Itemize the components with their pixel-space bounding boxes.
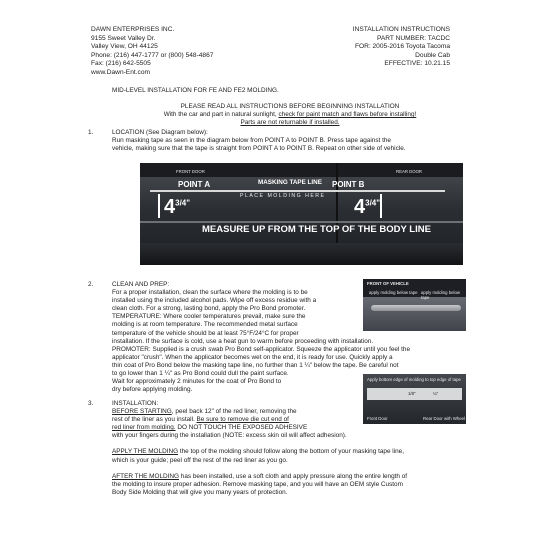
- step-2-line: For a proper installation, clean the surface where the molding is to be: [112, 289, 308, 297]
- measure-right-fraction: 3/4": [365, 198, 381, 208]
- cab-type: Double Cab: [415, 51, 450, 59]
- doc-info-block: [353, 26, 450, 69]
- after-molding-line: [112, 473, 407, 481]
- rear-door-tag: Rear Door with Wheel: [423, 416, 466, 421]
- place-molding-label: PLACE MOLDING HERE: [240, 193, 326, 199]
- company-address-1: 9155 Sweet Valley Dr.: [91, 34, 156, 42]
- notice-line-2-text: With the car and part in natural sunlight,: [163, 111, 279, 119]
- step-2-line: installation. If the surface is cold, use a heat gun to warm before proceeding with installation.: [112, 337, 374, 345]
- step-1-block: [112, 129, 406, 153]
- company-name: DAWN ENTERPRISES INC.: [91, 26, 175, 33]
- rear-door-label: REAR DOOR: [396, 169, 423, 174]
- measure-right: [354, 196, 380, 219]
- step-2-number: 2.: [88, 281, 94, 288]
- step-3-line-3-underlined: red liner from molding.: [112, 424, 176, 432]
- apply-molding-text: the top of the molding should follow along the bottom of your masking tape line,: [178, 448, 405, 456]
- step-3-line-1-text: , peel back 12" of the red liner, removing the: [171, 408, 297, 416]
- lower-body: [140, 243, 463, 265]
- company-block: [91, 26, 213, 78]
- step-2-line: applicator "crush". When the applicator becomes wet on the end, it is ready for use. Quickly apply a: [112, 353, 393, 361]
- spacer: [112, 465, 407, 473]
- company-web: www.Dawn-Ent.com: [91, 68, 150, 76]
- after-molding-text: has been installed, use a soft cloth and apply pressure along the entire length of: [179, 472, 408, 480]
- measure-right-value: 4: [354, 196, 366, 218]
- tape-guide-top-label: Apply bottom edge of molding to top edge of tape: [367, 377, 461, 382]
- molding-strip: [371, 305, 461, 311]
- step-2-line: thin coat of Pro Bond below the masking tape line, no further than 1 ¼" below the tape. Be careful not: [112, 361, 399, 369]
- point-a-label: POINT A: [178, 180, 211, 189]
- step-3-line-2: [112, 416, 407, 424]
- body-line: [140, 221, 463, 223]
- step-3-line-3-text: DO NOT TOUCH THE EXPOSED ADHESIVE: [175, 424, 308, 432]
- notice-line-2-underlined: check for paint match and flaws before installing!: [278, 111, 417, 119]
- gap-measure-1: 1/8": [408, 391, 416, 396]
- after-molding-line-2: the molding to insure proper adhesion. Remove masking tape, and you will have an OEM style Custom: [112, 480, 403, 488]
- step-2-line: to go lower than 1 ¼" as Pro Bond could dull the paint surface.: [112, 370, 289, 378]
- front-door-tag: Front Door: [367, 416, 388, 421]
- subtitle: MID-LEVEL INSTALLATION FOR FE AND FE2 MOLDING.: [112, 87, 279, 94]
- step-2-line: TEMPERATURE: Where cooler temperatures prevail, make sure the: [112, 313, 306, 321]
- masking-tape-label: MASKING TAPE LINE: [258, 179, 322, 186]
- measure-left-fraction: 3/4": [175, 198, 191, 208]
- spacer: [112, 440, 407, 448]
- notice: [100, 103, 480, 127]
- step-2-line: clean cloth. For a strong, lasting bond, apply the Pro Bond promoter.: [112, 305, 306, 313]
- front-of-vehicle-image: [363, 279, 466, 331]
- step-3-line-2-underlined: Be sure to remove die cut end of: [196, 416, 289, 424]
- step-2-line: dry before applying molding.: [112, 386, 193, 394]
- step-3-number: 3.: [88, 400, 94, 407]
- measure-left: [164, 196, 190, 219]
- step-3-line-4: with your fingers during the installation (NOTE: excess skin oil will affect adhesion).: [112, 432, 347, 440]
- part-number: PART NUMBER: TACDC: [376, 34, 450, 42]
- step-2-title: CLEAN AND PREP:: [112, 281, 170, 288]
- vehicle-fit: FOR: 2005-2016 Toyota Tacoma: [354, 43, 450, 51]
- after-molding-line-3: Body Side Molding that will give you many years of protection.: [112, 488, 288, 496]
- step-1-title: LOCATION (See Diagram below):: [112, 129, 208, 136]
- apply-molding-line: [112, 448, 407, 456]
- gap-measure-2: ¼": [433, 391, 439, 396]
- front-image-tag-1: apply molding below tape: [369, 290, 418, 295]
- measure-arrow-left: [158, 194, 160, 218]
- company-fax: Fax: (216) 642-5505: [91, 60, 151, 68]
- step-3-line-3: [112, 424, 407, 432]
- step-2-line: molding is at room temperature. The recommended metal surface: [112, 321, 298, 329]
- step-3-title: INSTALLATION:: [112, 400, 159, 407]
- measure-arrow-right: [380, 194, 382, 218]
- masking-tape-line: [150, 190, 445, 192]
- step-2-line: temperature of the vehicle should be at least 75°F/24°C for proper: [112, 329, 299, 337]
- front-image-tag-2: apply molding below tape: [421, 290, 460, 300]
- step-1-line-1: Run masking tape as seen in the diagram below from POINT A to POINT B. Press tape against the: [112, 137, 391, 145]
- step-3-block: [112, 400, 407, 497]
- step-3-line-1: [112, 408, 407, 416]
- doc-title: INSTALLATION INSTRUCTIONS: [352, 26, 450, 33]
- step-3-line-2-text: rest of the liner as you install.: [112, 416, 197, 424]
- apply-molding-line-2: which is your guide; peel off the rest of the red liner as you go.: [112, 456, 288, 464]
- notice-line-3: Parts are not returnable if installed.: [240, 119, 340, 127]
- company-phone: Phone: (216) 447-1777 or (800) 548-4867: [91, 51, 214, 59]
- apply-molding-label: APPLY THE MOLDING: [112, 448, 179, 456]
- point-b-label: POINT B: [332, 180, 365, 189]
- front-door-label: FRONT DOOR: [176, 169, 205, 174]
- step-1-line-2: vehicle, making sure that the tape is straight from POINT A to POINT B. Repeat on other side of vehicle.: [112, 145, 406, 153]
- notice-line-2: [100, 111, 480, 119]
- company-address-2: Valley View, OH 44125: [91, 43, 158, 51]
- notice-line-1: PLEASE READ ALL INSTRUCTIONS BEFORE BEGINNING INSTALLATION: [180, 103, 400, 110]
- measure-left-value: 4: [164, 196, 176, 218]
- effective-date: EFFECTIVE: 10.21.15: [384, 60, 450, 68]
- after-molding-label: AFTER THE MOLDING: [112, 472, 179, 480]
- step-2-line: installed using the included alcohol pads. Wipe off excess residue with a: [112, 297, 317, 305]
- location-diagram: [140, 163, 463, 265]
- step-1-number: 1.: [88, 129, 94, 136]
- front-of-vehicle-label: FRONT OF VEHICLE: [367, 281, 409, 286]
- step-2-line: Wait for approximately 2 minutes for the coat of Pro Bond to: [112, 378, 282, 386]
- measure-instruction: MEASURE UP FROM THE TOP OF THE BODY LINE: [202, 224, 431, 235]
- step-2-line: PROMOTER: Supplied is a crush swab Pro Bond self-applicator. Squeeze the applicator until you feel the: [112, 345, 411, 353]
- before-starting-label: BEFORE STARTING: [112, 408, 172, 416]
